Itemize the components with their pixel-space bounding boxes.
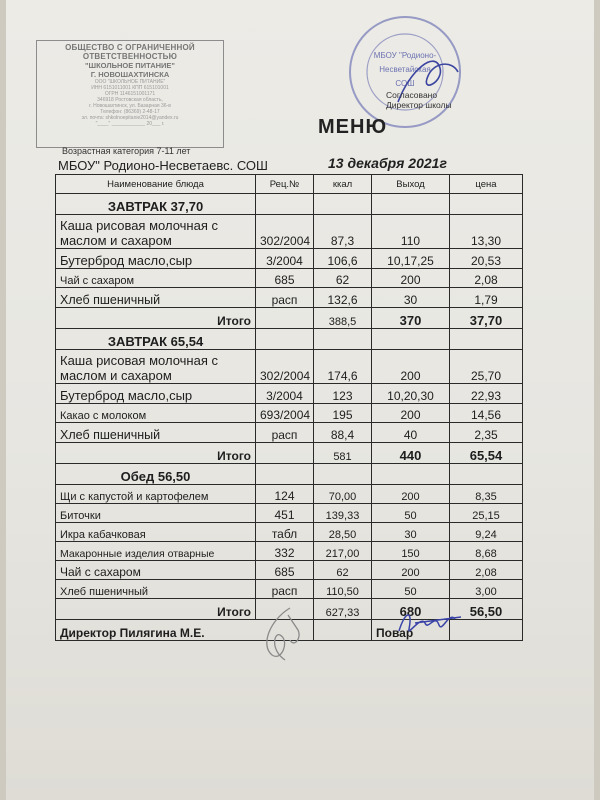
price: 25,15 bbox=[450, 504, 523, 523]
total-label: Итого bbox=[56, 599, 256, 620]
portion: 150 bbox=[372, 542, 450, 561]
recipe-no: расп bbox=[256, 288, 314, 308]
total-price: 37,70 bbox=[450, 308, 523, 329]
price: 14,56 bbox=[450, 404, 523, 423]
stamp-line: Г. НОВОШАХТИНСКА bbox=[90, 70, 170, 79]
section-title: Обед 56,50 bbox=[56, 464, 256, 485]
kcal: 87,3 bbox=[314, 215, 372, 249]
dish-name: Икра кабачковая bbox=[56, 523, 256, 542]
table-row bbox=[56, 249, 523, 269]
header-out: Выход bbox=[372, 175, 450, 194]
kcal: 62 bbox=[314, 269, 372, 288]
menu-date: 13 декабря 2021г bbox=[328, 155, 447, 171]
price: 3,00 bbox=[450, 580, 523, 599]
director-name: Директор Пилягина М.Е. bbox=[56, 620, 314, 641]
portion: 200 bbox=[372, 269, 450, 288]
dish-name-line2: маслом и сахаром bbox=[60, 233, 172, 248]
table-row bbox=[56, 561, 523, 580]
total-row bbox=[56, 308, 523, 329]
dish-name: Бутерброд масло,сыр bbox=[56, 249, 256, 269]
stamp-text-top: МБОУ "Родионо- bbox=[373, 51, 437, 60]
school-name: МБОУ" Родионо-Несветаевс. СОШ bbox=[58, 158, 268, 173]
stamp-fine-line: ООО "ШКОЛЬНОЕ ПИТАНИЕ" bbox=[94, 79, 166, 85]
total-kcal: 388,5 bbox=[314, 308, 372, 329]
section-title-row bbox=[56, 194, 523, 215]
portion: 200 bbox=[372, 561, 450, 580]
total-label: Итого bbox=[56, 443, 256, 464]
dish-name: Чай с сахаром bbox=[56, 561, 256, 580]
stamp-line: ОТВЕТСТВЕННОСТЬЮ bbox=[82, 52, 178, 61]
stamp-line: "ШКОЛЬНОЕ ПИТАНИЕ" bbox=[85, 61, 175, 70]
price: 25,70 bbox=[450, 350, 523, 384]
portion: 110 bbox=[372, 215, 450, 249]
price: 9,24 bbox=[450, 523, 523, 542]
total-label: Итого bbox=[56, 308, 256, 329]
dish-name: Хлеб пшеничный bbox=[56, 288, 256, 308]
director-handwritten-signature bbox=[250, 600, 320, 670]
stamp-fine-line: г. Новошахтинск, ул. Базарная 36-в bbox=[89, 103, 171, 109]
table-row bbox=[56, 215, 523, 249]
kcal: 139,33 bbox=[314, 504, 372, 523]
price: 13,30 bbox=[450, 215, 523, 249]
cook-label: Повар bbox=[372, 620, 450, 641]
table-row bbox=[56, 485, 523, 504]
portion: 30 bbox=[372, 523, 450, 542]
header-code: Рец.№ bbox=[256, 175, 314, 194]
price: 2,08 bbox=[450, 269, 523, 288]
portion: 200 bbox=[372, 350, 450, 384]
table-row bbox=[56, 269, 523, 288]
stamp-fine-line: "____" ____________ 20___ г. bbox=[95, 121, 165, 127]
stamp-fine-line: эл. почта: shkolnoepitanie2014@yandex.ru bbox=[81, 115, 179, 121]
recipe-no: 332 bbox=[256, 542, 314, 561]
menu-table bbox=[55, 174, 523, 641]
kcal: 62 bbox=[314, 561, 372, 580]
stamp-text-mid: Несветайская bbox=[379, 65, 431, 74]
stamp-text-bottom: СОШ bbox=[395, 79, 415, 88]
price: 8,35 bbox=[450, 485, 523, 504]
kcal: 106,6 bbox=[314, 249, 372, 269]
kcal: 132,6 bbox=[314, 288, 372, 308]
portion: 40 bbox=[372, 423, 450, 443]
total-portion: 370 bbox=[372, 308, 450, 329]
table-row bbox=[56, 504, 523, 523]
dish-name-line1: Каша рисовая молочная с bbox=[60, 218, 218, 233]
table-row bbox=[56, 350, 523, 384]
portion: 30 bbox=[372, 288, 450, 308]
kcal: 110,50 bbox=[314, 580, 372, 599]
dish-name-line2: маслом и сахаром bbox=[60, 368, 172, 383]
company-stamp bbox=[36, 40, 224, 148]
recipe-no: 451 bbox=[256, 504, 314, 523]
recipe-no: расп bbox=[256, 423, 314, 443]
recipe-no: 693/2004 bbox=[256, 404, 314, 423]
total-price: 56,50 bbox=[450, 599, 523, 620]
section-title-row bbox=[56, 329, 523, 350]
stamp-fine-line: Телефон: (86369) 2-48-17 bbox=[100, 109, 160, 115]
dish-name: Какао с молоком bbox=[56, 404, 256, 423]
dish-name: Хлеб пшеничный bbox=[56, 580, 256, 599]
kcal: 123 bbox=[314, 384, 372, 404]
dish-name: Хлеб пшеничный bbox=[56, 423, 256, 443]
portion: 50 bbox=[372, 580, 450, 599]
recipe-no: расп bbox=[256, 580, 314, 599]
total-price: 65,54 bbox=[450, 443, 523, 464]
page-title: МЕНЮ bbox=[318, 116, 388, 138]
kcal: 88,4 bbox=[314, 423, 372, 443]
total-portion: 680 bbox=[372, 599, 450, 620]
dish-name bbox=[56, 215, 256, 249]
section-title: ЗАВТРАК 65,54 bbox=[56, 329, 256, 350]
stamp-line: ОБЩЕСТВО С ОГРАНИЧЕННОЙ bbox=[65, 43, 195, 52]
recipe-no: 685 bbox=[256, 269, 314, 288]
recipe-no: табл bbox=[256, 523, 314, 542]
dish-name: Щи с капустой и картофелем bbox=[56, 485, 256, 504]
price: 8,68 bbox=[450, 542, 523, 561]
total-kcal: 627,33 bbox=[314, 599, 372, 620]
section-title-row bbox=[56, 464, 523, 485]
price: 2,08 bbox=[450, 561, 523, 580]
approval-line: Согласовано bbox=[386, 90, 438, 100]
kcal: 70,00 bbox=[314, 485, 372, 504]
kcal: 28,50 bbox=[314, 523, 372, 542]
total-portion: 440 bbox=[372, 443, 450, 464]
table-row bbox=[56, 580, 523, 599]
portion: 10,20,30 bbox=[372, 384, 450, 404]
price: 20,53 bbox=[450, 249, 523, 269]
stamp-fine-line: 346918 Ростовская область, bbox=[97, 97, 163, 103]
recipe-no: 685 bbox=[256, 561, 314, 580]
recipe-no: 124 bbox=[256, 485, 314, 504]
kcal: 217,00 bbox=[314, 542, 372, 561]
portion: 10,17,25 bbox=[372, 249, 450, 269]
price: 1,79 bbox=[450, 288, 523, 308]
kcal: 195 bbox=[314, 404, 372, 423]
recipe-no: 302/2004 bbox=[256, 215, 314, 249]
total-kcal: 581 bbox=[314, 443, 372, 464]
table-row bbox=[56, 542, 523, 561]
header-price: цена bbox=[450, 175, 523, 194]
price: 22,93 bbox=[450, 384, 523, 404]
dish-name-line1: Каша рисовая молочная с bbox=[60, 353, 218, 368]
age-category: Возрастная категория 7-11 лет bbox=[62, 146, 191, 156]
dish-name: Бутерброд масло,сыр bbox=[56, 384, 256, 404]
portion: 200 bbox=[372, 485, 450, 504]
section-title: ЗАВТРАК 37,70 bbox=[56, 194, 256, 215]
table-row bbox=[56, 404, 523, 423]
table-row bbox=[56, 523, 523, 542]
dish-name: Биточки bbox=[56, 504, 256, 523]
table-header bbox=[56, 175, 523, 194]
dish-name: Чай с сахаром bbox=[56, 269, 256, 288]
approval-block bbox=[386, 90, 452, 110]
price: 2,35 bbox=[450, 423, 523, 443]
portion: 200 bbox=[372, 404, 450, 423]
portion: 50 bbox=[372, 504, 450, 523]
table-row bbox=[56, 384, 523, 404]
dish-name bbox=[56, 350, 256, 384]
stamp-fine-line: ИНН 6151011001 КПП 615101001 bbox=[91, 85, 169, 91]
header-kcal: ккал bbox=[314, 175, 372, 194]
dish-name: Макаронные изделия отварные bbox=[56, 542, 256, 561]
kcal: 174,6 bbox=[314, 350, 372, 384]
stamp-fine-line: ОГРН 1146151001171 bbox=[104, 91, 156, 97]
table-row bbox=[56, 288, 523, 308]
table-row bbox=[56, 423, 523, 443]
total-row bbox=[56, 443, 523, 464]
recipe-no: 302/2004 bbox=[256, 350, 314, 384]
recipe-no: 3/2004 bbox=[256, 384, 314, 404]
header-name: Наименование блюда bbox=[56, 175, 256, 194]
approval-line: Директор школы bbox=[386, 100, 452, 110]
cook-handwritten-signature bbox=[395, 605, 465, 641]
recipe-no: 3/2004 bbox=[256, 249, 314, 269]
